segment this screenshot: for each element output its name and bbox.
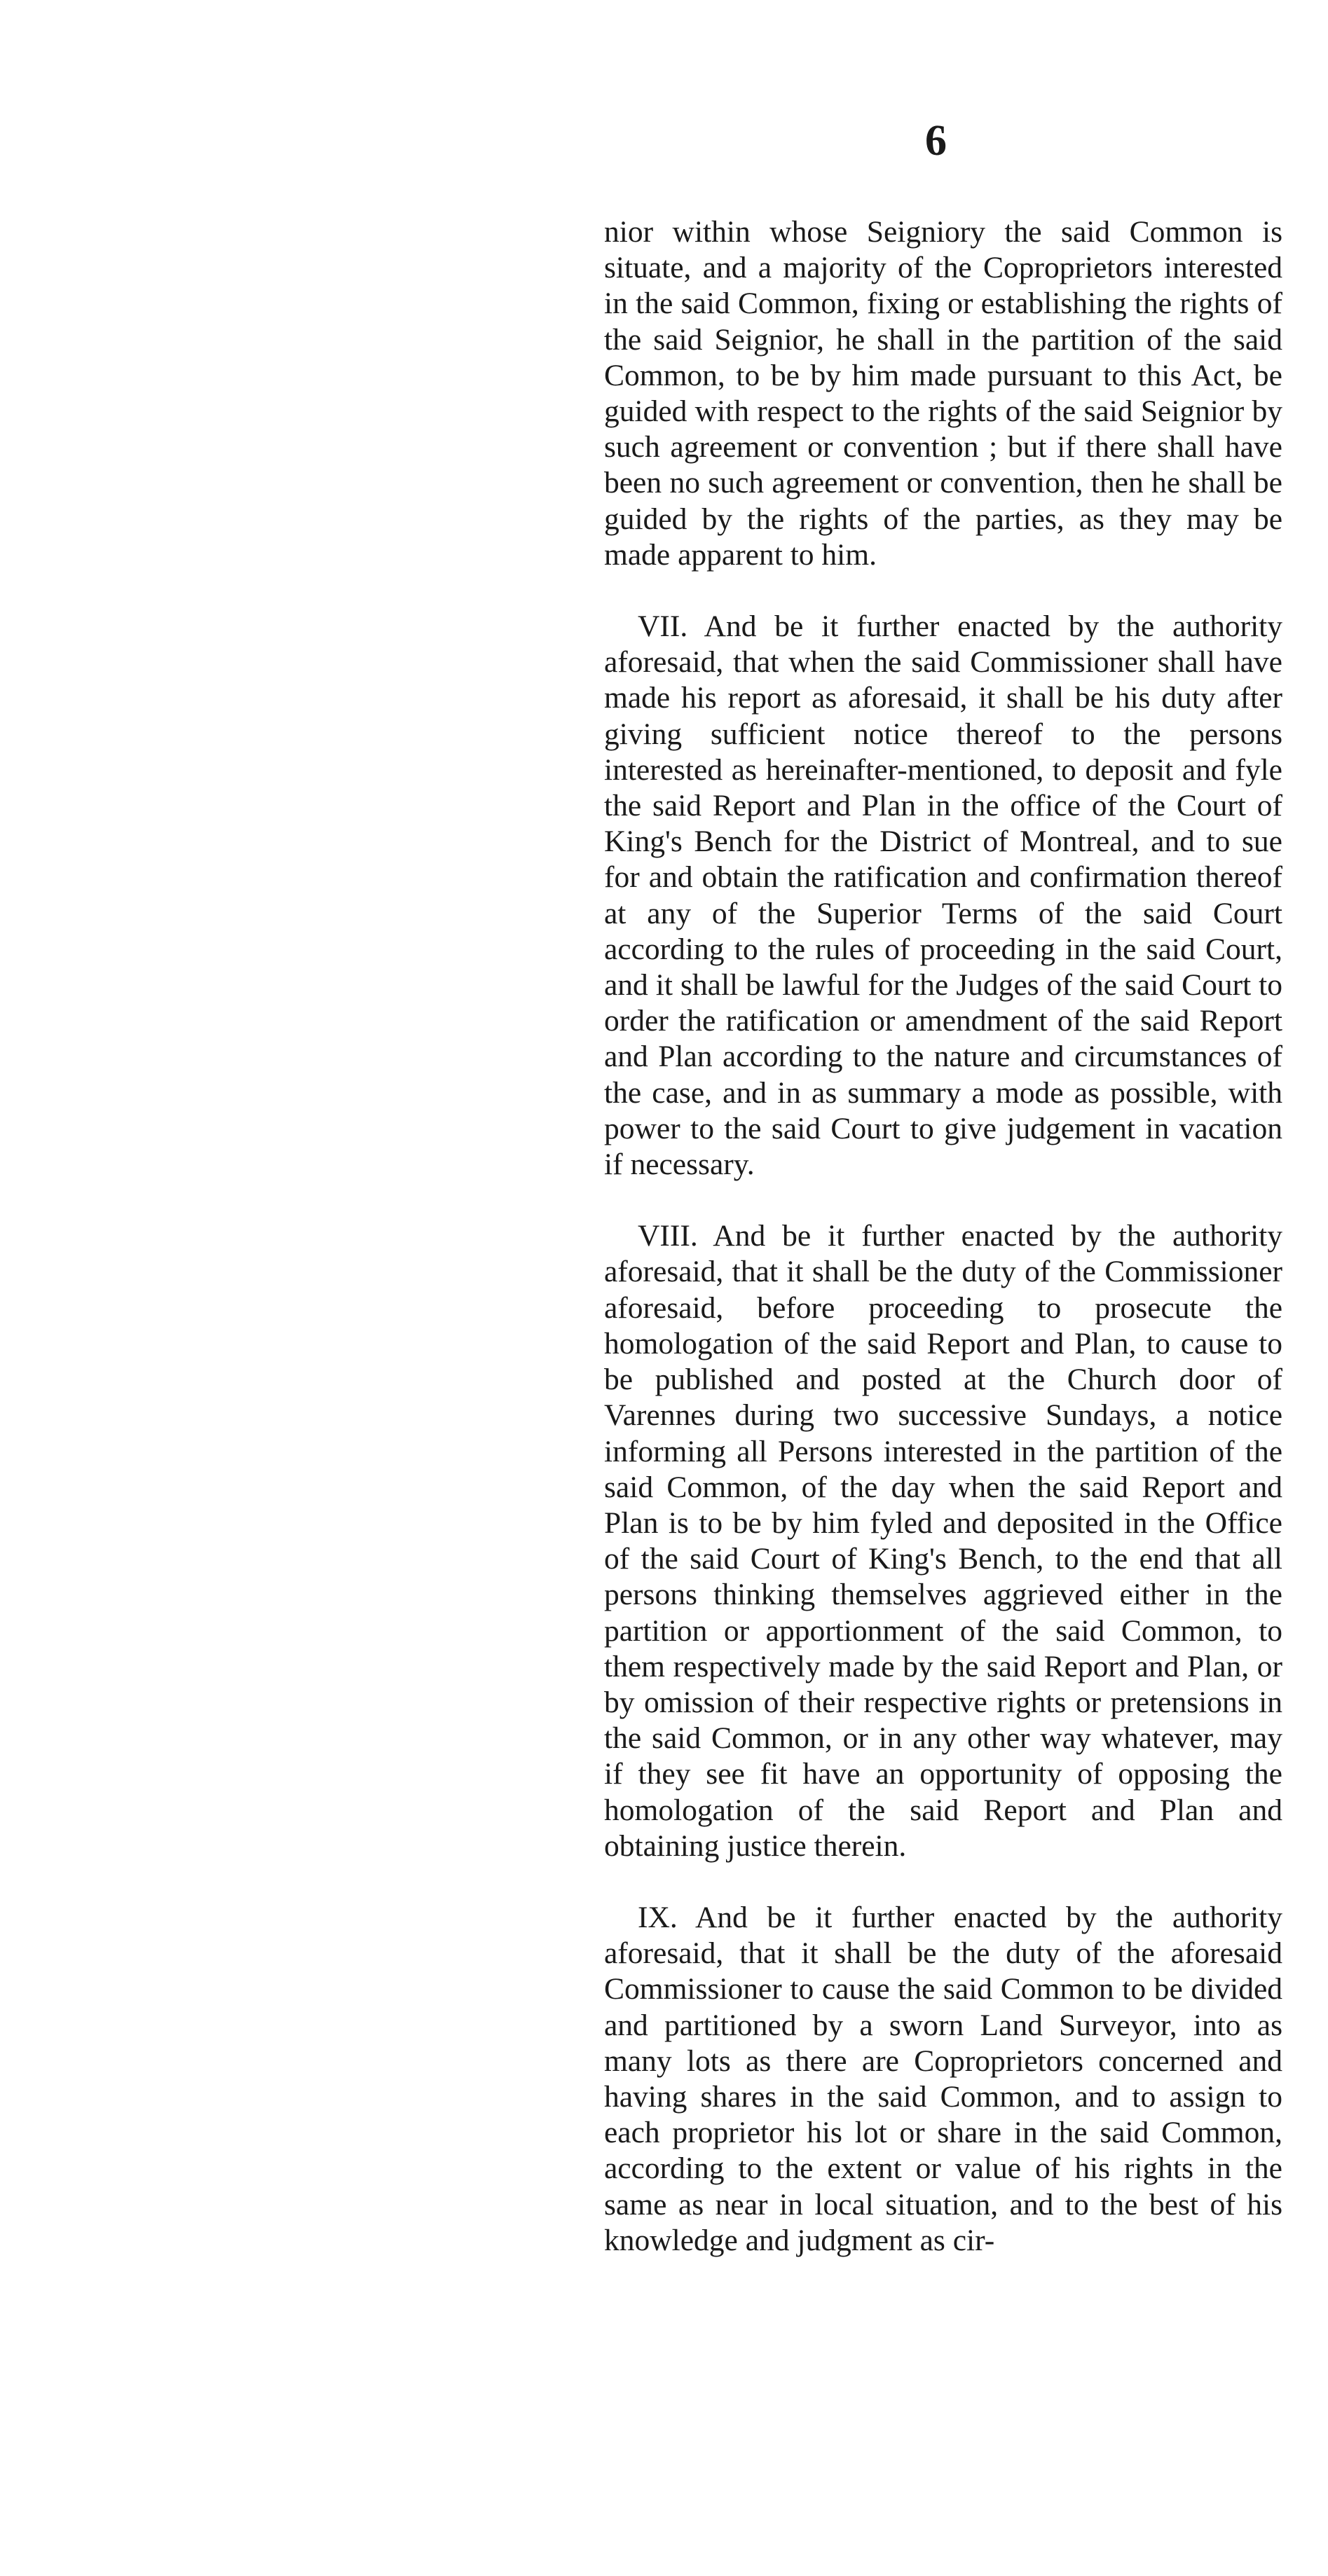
paragraph-section-viii: VIII. And be it further enacted by the authority aforesaid, that it shall be the duty of the Commissioner aforesaid, before proceeding to prosecute the homologation of the said Report and Plan, to cause to be published and posted at the Church door of Varennes during two successive Sundays, a notice informing all Persons interested in the partition of the said Common, of the day when the said Report and Plan is to be by him fyled and deposited in the Office of the said Court of King's Bench, to the end that all persons thinking themselves aggrieved either in the partition or apportionment of the said Common, to them respectively made by the said Report and Plan, or by omission of their respective rights or pretensions in the said Common, or in any other way whatever, may if they see fit have an opportunity of opposing the homologation of the said Report and Plan and obtaining justice therein.	[604, 1219, 1282, 1863]
paragraph-section-vii: VII. And be it further enacted by the authority aforesaid, that when the said Commissioner shall have made his report as aforesaid, it shall be his duty after giving sufficient notice thereof to the persons interested as hereinafter-mentioned, to deposit and fyle the said Report and Plan in the office of the Court of King's Bench for the District of Montreal, and to sue for and obtain the ratification and confirmation thereof at any of the Superior Terms of the said Court according to the rules of proceeding in the said Court, and it shall be lawful for the Judges of the said Court to order the ratification or amendment of the said Report and Plan according to the nature and circumstances of the case, and in as summary a mode as possible, with power to the said Court to give judgement in vacation if necessary.	[604, 609, 1282, 1182]
page-number: 6	[925, 117, 947, 165]
text-column	[604, 214, 1282, 2259]
paragraph-section-ix: IX. And be it further enacted by the authority aforesaid, that it shall be the duty of the aforesaid Commissioner to cause the said Common to be divided and partitioned by a sworn Land Surveyor, into as many lots as there are Coproprietors concerned and having shares in the said Common, and to assign to each proprietor his lot or share in the said Common, according to the extent or value of his rights in the same as near in local situation, and to the best of his knowledge and judgment as cir-	[604, 1900, 1282, 2257]
paragraph-continued-section: nior within whose Seigniory the said Common is situate, and a majority of the Coproprietors interested in the said Common, fixing or establishing the rights of the said Seignior, he shall in the partition of the said Common, to be by him made pursuant to this Act, be guided with respect to the rights of the said Seignior by such agreement or convention ; but if there shall have been no such agreement or convention, then he shall be guided by the rights of the parties, as they may be made apparent to him.	[604, 215, 1282, 572]
